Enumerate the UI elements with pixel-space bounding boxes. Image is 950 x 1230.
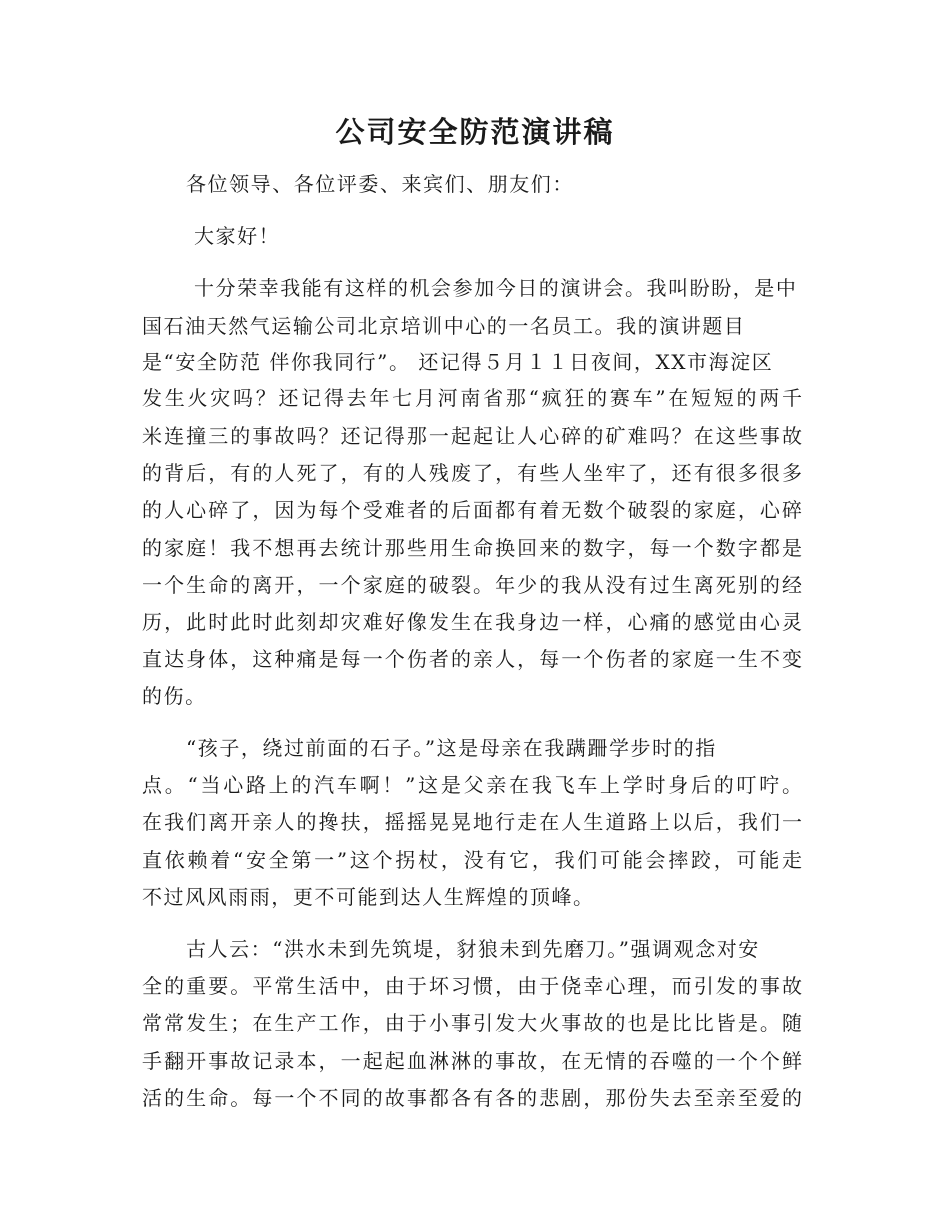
- paragraph-line: 国石油天然气运输公司北京培训中心的一名员工。我的演讲题目: [142, 314, 746, 338]
- paragraph-line: 的人心碎了，因为每个受难者的后面都有着无数个破裂的家庭，心碎: [142, 498, 802, 522]
- paragraph-line: 常常发生；在生产工作，由于小事引发大火事故的也是比比皆是。随: [142, 1011, 802, 1035]
- paragraph-line: 全的重要。平常生活中，由于坏习惯，由于侥幸心理，而引发的事故: [142, 974, 802, 998]
- paragraph-line: 是“安全防范 伴你我同行”。 还记得５月１１日夜间，XX市海淀区: [142, 350, 774, 374]
- document-title: 公司安全防范演讲稿: [335, 115, 615, 149]
- paragraph-line: 在我们离开亲人的搀扶，摇摇晃晃地行走在人生道路上以后，我们一: [142, 810, 802, 834]
- paragraph-line: 活的生命。每一个不同的故事都各有各的悲剧，那份失去至亲至爱的: [142, 1086, 802, 1110]
- paragraph-line: 直依赖着“安全第一”这个拐杖，没有它，我们可能会摔跤，可能走: [142, 848, 802, 872]
- paragraph-line: 米连撞三的事故吗？还记得那一起起让人心碎的矿难吗？在这些事故: [142, 424, 802, 448]
- paragraph-line: 十分荣幸我能有这样的机会参加今日的演讲会。我叫盼盼，是中: [194, 276, 798, 300]
- paragraph-line: “孩子，绕过前面的石子。”这是母亲在我蹒跚学步时的指: [186, 736, 717, 760]
- paragraph-line: 不过风风雨雨，更不可能到达人生辉煌的顶峰。: [142, 885, 595, 909]
- paragraph-line: 一个生命的离开，一个家庭的破裂。年少的我从没有过生离死别的经: [142, 573, 802, 597]
- paragraph-line: 历，此时此时此刻却灾难好像发生在我身边一样，心痛的感觉由心灵: [142, 610, 802, 634]
- paragraph-line: 点。“当心路上的汽车啊！”这是父亲在我飞车上学时身后的叮咛。: [142, 773, 802, 797]
- paragraph-line: 的家庭！我不想再去统计那些用生命换回来的数字，每一个数字都是: [142, 536, 802, 560]
- paragraph-line: 直达身体，这种痛是每一个伤者的亲人，每一个伤者的家庭一生不变: [142, 647, 802, 671]
- paragraph-line: 的背后，有的人死了，有的人残废了，有些人坐牢了，还有很多很多: [142, 461, 802, 485]
- greeting: 大家好！: [194, 224, 281, 248]
- paragraph-line: 发生火灾吗？还记得去年七月河南省那“疯狂的赛车”在短短的两千: [142, 386, 802, 410]
- paragraph-line: 手翻开事故记录本，一起起血淋淋的事故，在无情的吞噬的一个个鲜: [142, 1049, 802, 1073]
- paragraph-line: 的伤。: [142, 684, 207, 708]
- salutation: 各位领导、各位评委、来宾们、朋友们：: [186, 172, 574, 196]
- paragraph-line: 古人云：“洪水未到先筑堤，豺狼未到先磨刀。”强调观念对安: [186, 937, 760, 961]
